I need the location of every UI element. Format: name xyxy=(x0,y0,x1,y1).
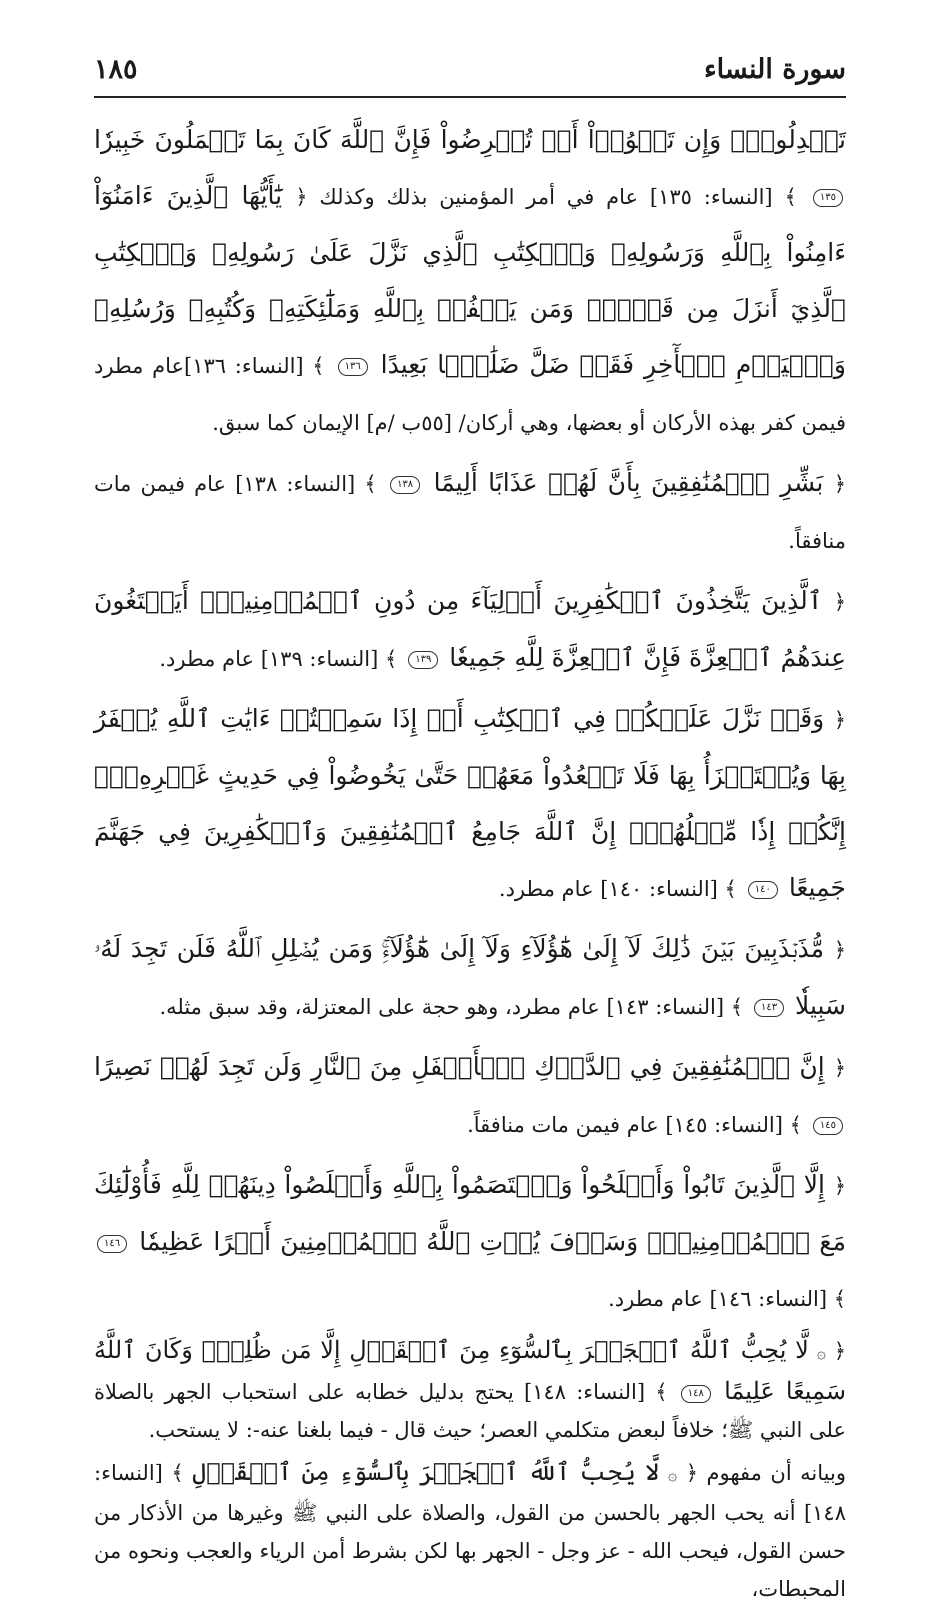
commentary-text: ﴾ [النساء: ١٣٥] عام في أمر المؤمنين بذلك وكذلك ﴿ xyxy=(295,185,797,209)
header-rule xyxy=(94,96,846,98)
quote-bracket: ﴿ xyxy=(833,938,846,962)
quote-bracket: ﴿ xyxy=(833,1174,846,1198)
quran-text: وَقَدۡ نَزَّلَ عَلَيۡكُمۡ فِي ٱلۡكِتَٰبِ أَنۡ إِذَا سَمِعۡتُمۡ ءَايَٰتِ ٱللَّهِ يُكۡفَرُ بِهَا وَيُسۡتَهۡزَأُ بِهَا فَلَا تَقۡعُدُواْ مَعَهُمۡ حَتَّىٰ يَخُوضُواْ فِي حَدِيثٍ غَيۡرِهِۦٓۚ إِنَّكُمۡ إِذٗا مِّثۡلُهُمۡۗ إِنَّ ٱللَّهَ جَامِعُ ٱلۡمُنَٰفِقِينَ وَٱلۡكَٰفِرِينَ فِي جَهَنَّمَ جَمِيعًا xyxy=(94,704,846,902)
quran-text: إِلَّا ٱلَّذِينَ تَابُواْ وَأَصۡلَحُواْ وَٱعۡتَصَمُواْ بِٱللَّهِ وَأَخۡلَصُواْ دِينَهُمۡ لِلَّهِ فَأُوْلَٰٓئِكَ مَعَ ٱلۡمُؤۡمِنِينَۖ وَسَوۡفَ يُؤۡتِ ٱللَّهُ ٱلۡمُؤۡمِنِينَ أَجۡرًا عَظِيمٗا xyxy=(94,1170,847,1256)
page-number: ١٨٥ xyxy=(94,54,138,85)
paragraph-148 xyxy=(94,1331,846,1449)
paragraph-135-136 xyxy=(94,112,846,451)
commentary-text: وبيانه أن مفهوم ﴿ xyxy=(685,1461,846,1485)
ayah-number-marker: ١٤٠ xyxy=(748,881,778,899)
ayah-number-marker: ١٣٨ xyxy=(390,476,420,494)
paragraph-143 xyxy=(94,921,846,1035)
hizb-ornament-icon: ۞ xyxy=(816,1343,826,1362)
quote-bracket: ﴿ xyxy=(833,708,846,732)
surah-title: سورة النساء xyxy=(703,54,846,85)
commentary-text: ﴾ [النساء: ١٤٠] عام مطرد. xyxy=(498,877,737,901)
commentary-text: ﴾ [النساء: ١٤٣] عام مطرد، وهو حجة على المعتزلة، وقد سبق مثله. xyxy=(159,995,744,1019)
ayah-number-marker: ١٣٥ xyxy=(813,189,843,207)
commentary-text: ﴾ [النساء: ١٣٨] عام فيمن مات منافقاً. xyxy=(94,472,846,553)
page-body xyxy=(94,112,846,1612)
quote-bracket: ﴿ xyxy=(833,472,847,496)
commentary-text: ﴾ [النساء: ١٣٩] عام مطرد. xyxy=(159,647,398,671)
quote-bracket: ﴿ xyxy=(833,1339,846,1363)
ayah-number-marker: ١٤٣ xyxy=(754,999,784,1017)
paragraph-139 xyxy=(94,573,846,687)
ayah-number-marker: ١٤٦ xyxy=(97,1235,127,1253)
quran-text: مُّذَبۡذَبِينَ بَيۡنَ ذَٰلِكَ لَآ إِلَىٰ هَٰٓؤُلَآءِ وَلَآ إِلَىٰ هَٰٓؤُلَآءِۚ وَمَن يُضۡلِلِ ٱللَّهُ فَلَن تَجِدَ لَهُۥ سَبِيلٗا xyxy=(94,934,846,1020)
commentary-text: ﴾ [النساء: ١٤٨] أنه يحب الجهر بالحسن من القول، والصلاة على النبي ﷺ وغيرها من الأذكار من حسن القول، فيحب الله - عز وجل - الجهر بها لكن بشرط أمن الرياء والعجب ونحوه من المحبطات، xyxy=(94,1461,846,1601)
quran-text: ٱلَّذِينَ يَتَّخِذُونَ ٱلۡكَٰفِرِينَ أَوۡلِيَآءَ مِن دُونِ ٱلۡمُؤۡمِنِينَۚ أَيَبۡتَغُونَ عِندَهُمُ ٱلۡعِزَّةَ فَإِنَّ ٱلۡعِزَّةَ لِلَّهِ جَمِيعٗا xyxy=(94,586,846,672)
quran-text: تَعۡدِلُواْۚ وَإِن تَلۡوُۥٓاْ أَوۡ تُعۡرِضُواْ فَإِنَّ ٱللَّهَ كَانَ بِمَا تَعۡمَلُونَ خَبِيرٗا xyxy=(94,125,846,154)
ayah-number-marker: ١٤٥ xyxy=(813,1117,843,1135)
commentary-text: ﴾ [النساء: ١٤٨] يحتج بدليل خطابه على استحباب الجهر بالصلاة على النبي ﷺ؛ خلافاً لبعض متكلمي العصر؛ حيث قال - فيما بلغنا عنه-: لا يستحب. xyxy=(94,1380,846,1442)
commentary-text: ﴾ [النساء: ١٣٦]عام مطرد فيمن كفر بهذه الأركان أو بعضها، وهي أركان/ [٥٥ب /م] الإيمان كما سبق. xyxy=(94,354,846,435)
ayah-number-marker: ١٣٩ xyxy=(408,651,438,669)
page-header xyxy=(94,50,846,94)
quran-text: إِنَّ ٱلۡمُنَٰفِقِينَ فِي ٱلدَّرۡكِ ٱلۡأَسۡفَلِ مِنَ ٱلنَّارِ وَلَن تَجِدَ لَهُمۡ نَصِيرًا xyxy=(94,1052,825,1081)
quran-text: لَّا يُحِبُّ ٱللَّهُ ٱلۡجَهۡرَ بِٱلسُّوٓءِ مِنَ ٱلۡقَوۡلِ إِلَّا مَن ظُلِمَۚ وَكَانَ ٱللَّهُ سَمِيعًا عَلِيمًا xyxy=(94,1336,847,1405)
paragraph-138 xyxy=(94,455,846,569)
paragraph-140 xyxy=(94,691,846,917)
paragraph-explanation xyxy=(94,1453,846,1608)
quote-bracket: ﴿ xyxy=(833,590,846,614)
paragraph-145 xyxy=(94,1039,846,1153)
commentary-text: ﴾ [النساء: ١٤٦] عام مطرد. xyxy=(608,1287,846,1311)
quran-text: بَشِّرِ ٱلۡمُنَٰفِقِينَ بِأَنَّ لَهُمۡ عَذَابًا أَلِيمًا xyxy=(433,468,824,497)
hizb-ornament-icon: ۞ xyxy=(667,1465,678,1484)
ayah-number-marker: ١٤٨ xyxy=(681,1385,711,1403)
quran-text: يَٰٓأَيُّهَا ٱلَّذِينَ ءَامَنُوٓاْ ءَامِنُواْ بِٱللَّهِ وَرَسُولِهِۦ وَٱلۡكِتَٰبِ ٱلَّذِي نَزَّلَ عَلَىٰ رَسُولِهِۦ وَٱلۡكِتَٰبِ ٱلَّذِيٓ أَنزَلَ مِن قَبۡلُۚ وَمَن يَكۡفُرۡ بِٱللَّهِ وَمَلَٰٓئِكَتِهِۦ وَكُتُبِهِۦ وَرُسُلِهِۦ وَٱلۡيَوۡمِ ٱلۡأٓخِرِ فَقَدۡ ضَلَّ ضَلَٰلَۢا بَعِيدًا xyxy=(94,181,846,379)
ayah-number-marker: ١٣٦ xyxy=(338,358,368,376)
quote-bracket: ﴿ xyxy=(833,1056,847,1080)
commentary-text: ﴾ [النساء: ١٤٥] عام فيمن مات منافقاً. xyxy=(467,1113,802,1137)
paragraph-146 xyxy=(94,1157,846,1327)
quran-text: لَّا يُحِبُّ ٱللَّهُ ٱلۡجَهۡرَ بِٱلسُّوٓءِ مِنَ ٱلۡقَوۡلِ xyxy=(192,1458,660,1486)
